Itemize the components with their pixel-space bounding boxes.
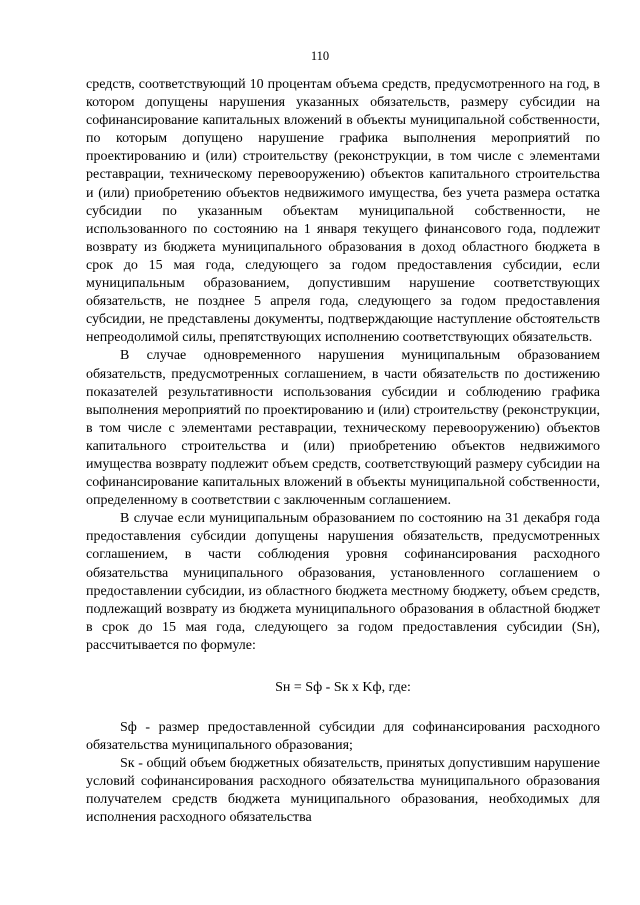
paragraph-cofinancing-violation: В случае если муниципальным образованием по состоянию на 31 декабря года предоставления субсидии допущены нарушения обязательств, предусмотренных соглашением, в части соблюдения уровня софинансирования расходного обязательства муниципального образования, установленного соглашением о предоставлении субсидии, из областного бюджета местному бюджету, объем средств, подлежащий возврату из бюджета муниципального образования в областной бюджет в срок до 15 мая года, следующего за годом предоставления субсидии (Sн), рассчитывается по формуле: bbox=[86, 511, 600, 653]
document-body bbox=[86, 76, 600, 828]
formula: Sн = Sф - Sк х Kф, где: bbox=[275, 680, 411, 695]
page-number: 110 bbox=[310, 49, 330, 63]
definition-sk: Sк - общий объем бюджетных обязательств, принятых допустившим нарушение условий софинансирования расходного обязательства муниципального образования получателем средств бюджета муниципального образования, необходимых для исполнения расходного обязательства bbox=[86, 756, 600, 826]
definition-sf: Sф - размер предоставленной субсидии для софинансирования расходного обязательства муниципального образования; bbox=[86, 720, 600, 754]
paragraph-continuation: средств, соответствующий 10 процентам объема средств, предусмотренного на год, в котором допущены нарушения указанных обязательств, размеру субсидии на софинансирование капитальных вложений в объекты муниципальной собственности, по которым допущено нарушение графика выполнения мероприятий по проектированию и (или) строительству (реконструкции, в том числе с элементами реставрации, техническому перевооружению) объектов капитального строительства и (или) приобретению объектов недвижимого имущества, без учета размера остатка субсидии по указанным объектам муниципальной собственности, не использованного по состоянию на 1 января текущего финансового года, подлежит возврату из бюджета муниципального образования в доход областного бюджета в срок до 15 мая года, следующего за годом предоставления субсидии, если муниципальным образованием, допустившим нарушение соответствующих обязательств, не позднее 5 апреля года, следующего за годом предоставления субсидии, не представлены документы, подтверждающие наступление обстоятельств непреодолимой силы, препятствующих исполнению соответствующих обязательств. bbox=[86, 77, 600, 346]
paragraph-simultaneous-violation: В случае одновременного нарушения муниципальным образованием обязательств, предусмотренных соглашением, в части обязательств по достижению показателей результативности использования субсидии и соблюдению графика выполнения мероприятий по проектированию и (или) строительству (реконструкции, в том числе с элементами реставрации, техническому перевооружению) объектов капитального строительства и (или) приобретению объектов недвижимого имущества возврату подлежит объем средств, соответствующий размеру субсидии на софинансирование капитальных вложений в объекты муниципальной собственности, определенному в соответствии с заключенным соглашением. bbox=[86, 348, 600, 509]
